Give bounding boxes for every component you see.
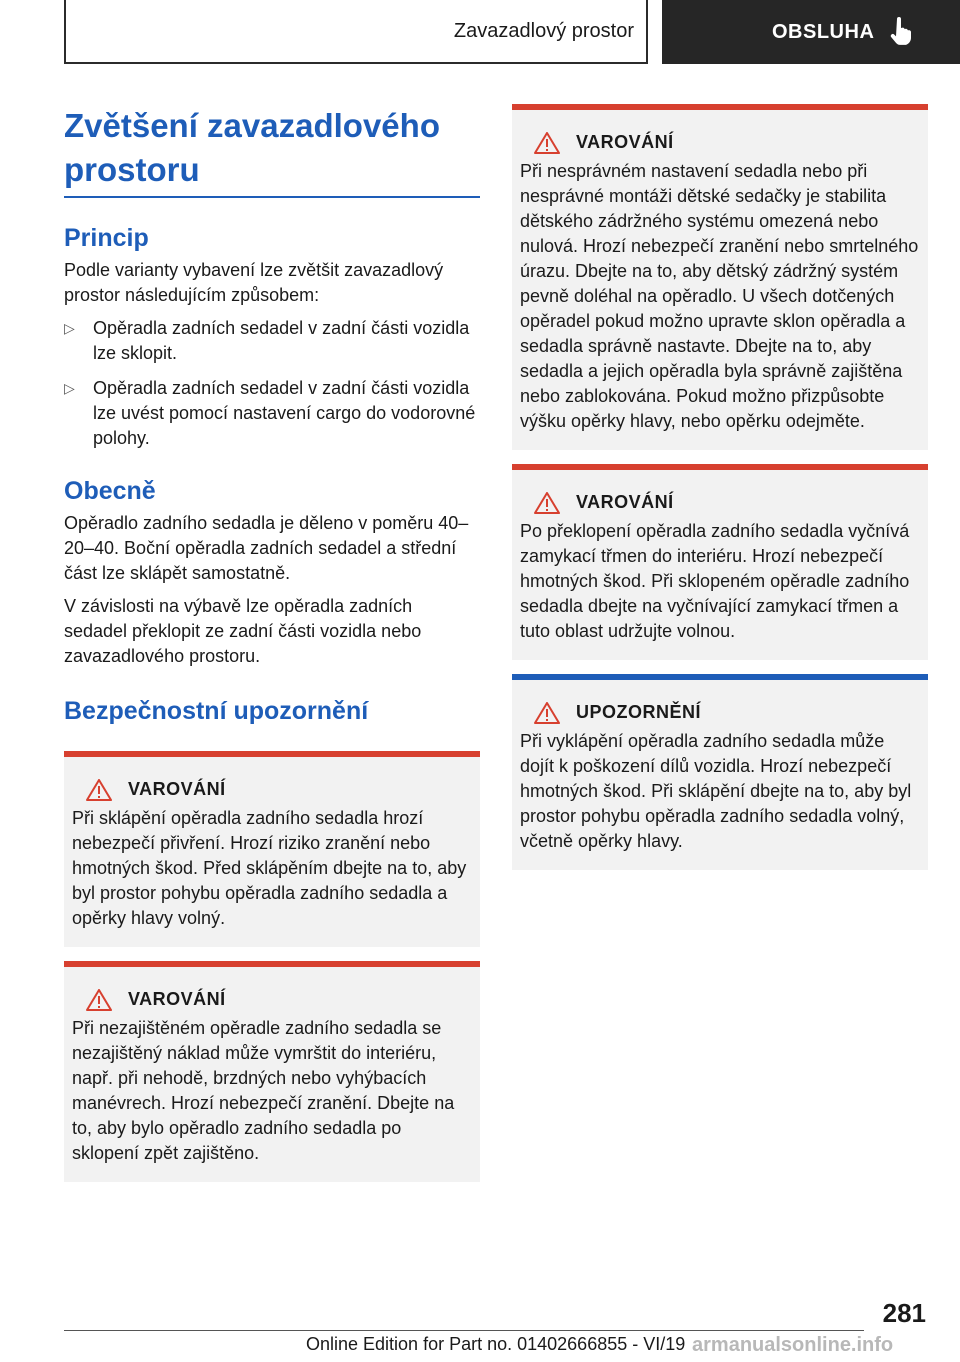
principle-heading: Princip (64, 224, 149, 252)
page-number: 281 (882, 1298, 926, 1328)
warning-title: VAROVÁNÍ (128, 779, 226, 799)
warning-title: VAROVÁNÍ (576, 132, 674, 152)
general-paragraph-2: V závislosti na výbavě lze opěradla zadních sedadel překlopit ze zadní části vozidla nebo zavazadlového prostoru. (64, 596, 422, 666)
footer-divider (64, 1330, 864, 1331)
warning-box (512, 464, 928, 660)
header-chapter-label: OBSLUHA (772, 20, 875, 43)
warning-text: Při nezajištěném opěradle zadního sedadla se nezajištěný náklad může vymrštit do interiéru, např. při nehodě, brzdných nebo vyhýbacích manévrech. Hrozí nebezpečí zranění. Dbejte na to, aby bylo opěradlo zadního sedadla po sklopení zpět zajištěno. (72, 1018, 455, 1163)
list-item-text: Opěradla zadních sedadel v zadní části vozidla lze uvést pomocí nastavení cargo do vodorovné polohy. (93, 378, 476, 448)
warning-triangle-icon (86, 989, 112, 1011)
header-section-title: Zavazadlový prostor (453, 19, 634, 42)
triangle-bullet-icon: ▷ (64, 380, 75, 396)
header-section-box (64, 0, 648, 64)
list-item (64, 376, 480, 451)
warning-text: Při nesprávném nastavení sedadla nebo při nesprávné montáži dětské sedačky je stabilita dětského zádržného systému omezená nebo nulová. Hrozí nebezpečí zranění nebo smrtelného úrazu. Dbejte na to, aby dětský zádržný systém pevně doléhal na opěradlo. U všech dotčených opěradel pokud možno upravte sklon opěradla a sedadla správně nastavte. Dbejte na to, aby sedadla a jejich opěradla byla správně zajištěna nebo zablokována. Pokud možno přizpůsobte výšku opěrky hlavy, nebo opěrku odejměte. (520, 161, 919, 431)
warning-title: VAROVÁNÍ (128, 989, 226, 1009)
footer-edition: Online Edition for Part no. 01402666855 - VI/19 (306, 1334, 686, 1354)
right-column (512, 104, 928, 870)
principle-list (64, 316, 480, 451)
safety-heading: Bezpečnostní upozornění (64, 697, 369, 725)
warning-triangle-icon (86, 779, 112, 801)
warning-triangle-icon (534, 132, 560, 154)
warning-box (512, 104, 928, 450)
list-item-text: Opěradla zadních sedadel v zadní části vozidla lze sklopit. (93, 318, 470, 363)
caution-title-row (520, 700, 920, 725)
principle-intro: Podle varianty vybavení lze zvětšit zavazadlový prostor následujícím způsobem: (64, 260, 444, 305)
warning-box (64, 961, 480, 1182)
caution-text: Při vyklápění opěradla zadního sedadla může dojít k poškození dílů vozidla. Hrozí nebezpečí hmotných škod. Při sklápění dbejte na to, aby byl prostor pohybu opěradla zadního sedadla volný, včetně opěrky hlavy. (520, 731, 912, 851)
footer-watermark[interactable]: armanualsonline.info (692, 1334, 894, 1356)
header-chapter-tab[interactable] (662, 0, 960, 64)
warning-triangle-icon (534, 492, 560, 514)
warning-box (64, 751, 480, 947)
left-column (64, 104, 480, 1182)
page-title: Zvětšení zavazadlového prostoru (64, 104, 480, 198)
warning-text: Po překlopení opěradla zadního sedadla vyčnívá zamykací třmen do interiéru. Hrozí nebezpečí hmotných škod. Při sklopeném opěradle zadního sedadla dbejte na vyčnívající zamykací třmen a tuto oblast udržujte volnou. (520, 521, 910, 641)
warning-title-row (72, 987, 472, 1012)
list-item (64, 316, 480, 366)
warning-title-row (520, 490, 920, 515)
warning-text: Při sklápění opěradla zadního sedadla hrozí nebezpečí přivření. Hrozí riziko zranění nebo hmotných škod. Před sklápěním dbejte na to, aby byl prostor pohybu opěradla zadního sedadla a opěrky hlavy volný. (72, 808, 467, 928)
general-paragraph-1: Opěradlo zadního sedadla je děleno v poměru 40–20–40. Boční opěradla zadních sedadel a střední část lze sklápět samostatně. (64, 513, 469, 583)
warning-title-row (520, 130, 920, 155)
caution-triangle-icon (534, 702, 560, 724)
warning-title-row (72, 777, 472, 802)
caution-box (512, 674, 928, 870)
pointing-hand-icon (890, 17, 914, 47)
triangle-bullet-icon: ▷ (64, 320, 75, 336)
caution-title: UPOZORNĚNÍ (576, 702, 702, 722)
general-heading: Obecně (64, 477, 156, 505)
warning-title: VAROVÁNÍ (576, 492, 674, 512)
